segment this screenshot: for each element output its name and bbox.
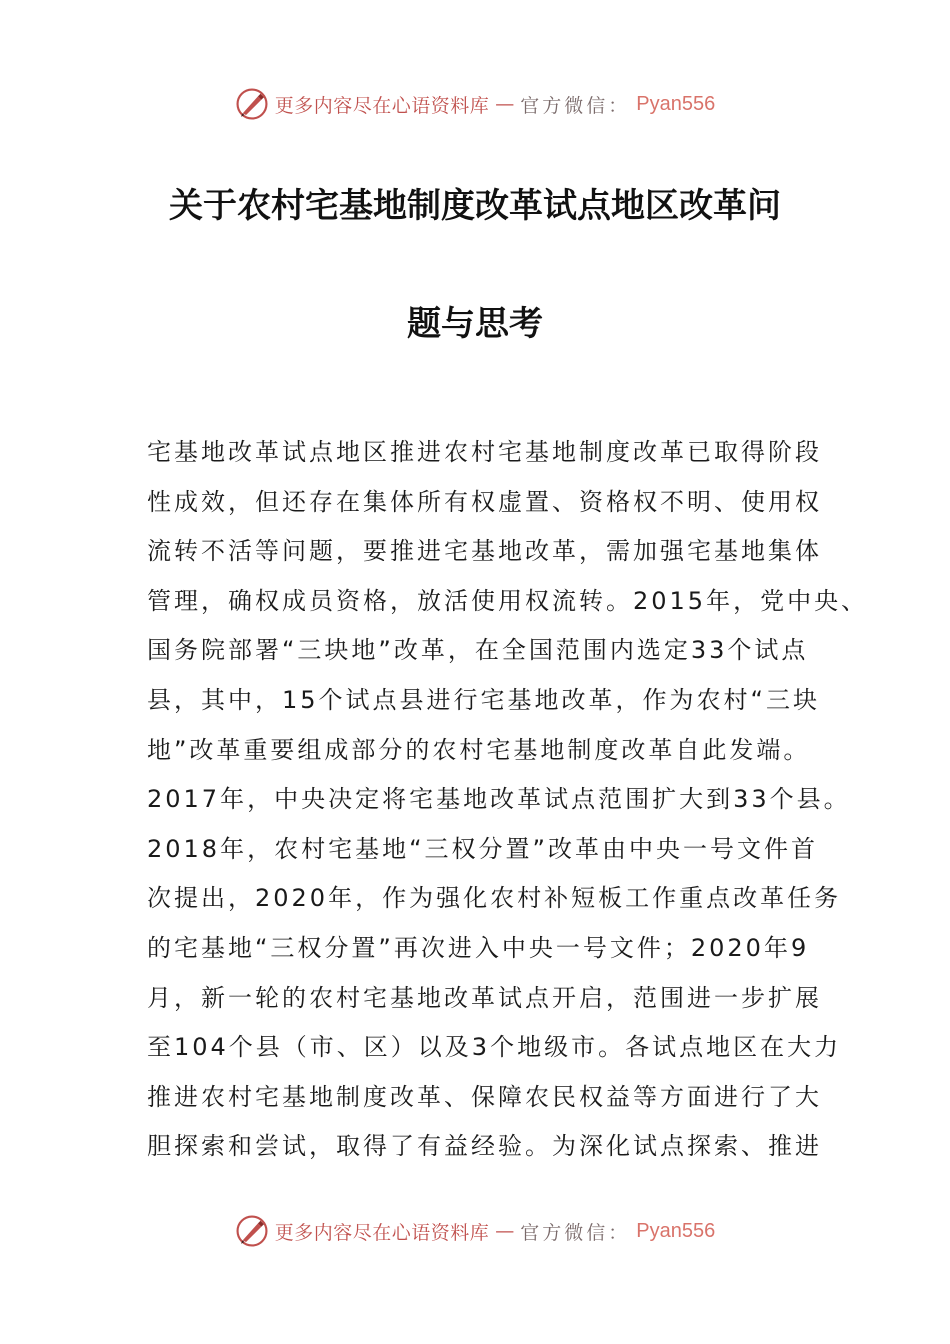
- watermark-wechat-label: 官方微信：: [520, 1221, 631, 1244]
- body-line: 流转不活等问题，要推进宅基地改革，需加强宅基地集体: [147, 537, 822, 566]
- body-line: 至104个县（市、区）以及3个地级市。各试点地区在大力: [147, 1033, 842, 1062]
- watermark-dash: —: [495, 1220, 515, 1242]
- watermark-dash: —: [495, 93, 515, 115]
- watermark-wechat-id: Pyan556: [636, 92, 716, 115]
- body-line: 管理，确权成员资格，放活使用权流转。2015年，党中央、: [147, 586, 869, 615]
- pen-logo-icon: [235, 87, 269, 121]
- body-line: 推进农村宅基地制度改革、保障农民权益等方面进行了大: [147, 1082, 822, 1111]
- footer-watermark: [0, 1211, 950, 1251]
- document-body: [147, 428, 869, 1172]
- body-line: 县，其中，15个试点县进行宅基地改革，作为农村“三块: [147, 685, 820, 714]
- body-line: 2018年，农村宅基地“三权分置”改革由中央一号文件首: [147, 834, 818, 863]
- body-line: 宅基地改革试点地区推进农村宅基地制度改革已取得阶段: [147, 438, 822, 466]
- body-line: 月，新一轮的农村宅基地改革试点开启，范围进一步扩展: [147, 983, 822, 1012]
- body-line: 的宅基地“三权分置”再次进入中央一号文件；2020年9: [147, 933, 810, 962]
- document-title-line-2: 题与思考: [407, 304, 543, 344]
- watermark-title: 更多内容尽在心语资料库: [274, 1221, 490, 1244]
- pen-logo-icon: [235, 1214, 269, 1248]
- body-line: 胆探索和尝试，取得了有益经验。为深化试点探索、推进: [147, 1132, 822, 1161]
- body-line: 次提出，2020年，作为强化农村补短板工作重点改革任务: [147, 884, 842, 913]
- body-line: 性成效，但还存在集体所有权虚置、资格权不明、使用权: [147, 487, 822, 516]
- body-line: 地”改革重要组成部分的农村宅基地制度改革自此发端。: [147, 735, 811, 764]
- body-line: 国务院部署“三块地”改革，在全国范围内选定33个试点: [147, 636, 809, 665]
- watermark-wechat-id: Pyan556: [636, 1219, 716, 1242]
- watermark-wechat-label: 官方微信：: [520, 94, 631, 117]
- watermark-title: 更多内容尽在心语资料库: [274, 94, 490, 117]
- header-watermark: [0, 84, 950, 124]
- body-line: 2017年，中央决定将宅基地改革试点范围扩大到33个县。: [147, 785, 851, 814]
- document-title-line-1: 关于农村宅基地制度改革试点地区改革问: [169, 186, 781, 226]
